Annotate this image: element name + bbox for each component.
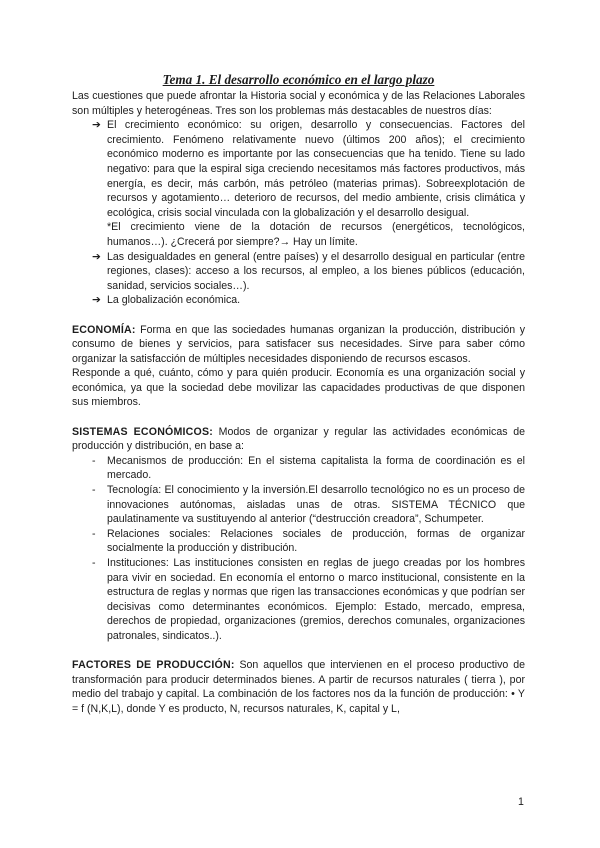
- document-page: [72, 72, 525, 717]
- section-spacer: [72, 644, 525, 659]
- dash-bullet: -: [92, 557, 96, 569]
- intro-paragraph: Las cuestiones que puede afrontar la Historia social y económica y de las Relaciones Laborales son múltiples y heterogéneas. Tres son los problemas más destacables de nuestros días:: [72, 90, 525, 117]
- section-spacer: [72, 410, 525, 425]
- problems-list: [72, 118, 525, 308]
- list-item: [72, 483, 525, 527]
- economia-paragraph-2: Responde a qué, cuánto, cómo y para quién producir. Economía es una organización social y económica, ya que la sociedad debe movilizar las capacidades productivas de que disponen sus miembros.: [72, 367, 525, 409]
- economia-heading: ECONOMÍA:: [72, 323, 136, 336]
- sistemas-item-text: Tecnología: El conocimiento y la inversión.El desarrollo tecnológico no es un proceso de innovaciones autónomas, aisladas unas de otras. SISTEMA TÉCNICO que paulatinamente va sustituyendo al anterior (“destrucción creadora”, Schumpeter.: [107, 484, 525, 526]
- document-title: Tema 1. El desarrollo económico en el largo plazo: [162, 72, 435, 87]
- economia-definition: [72, 323, 525, 367]
- list-item: [72, 250, 525, 294]
- arrow-bullet-icon: ➔: [92, 250, 101, 263]
- sistemas-heading: SISTEMAS ECONÓMICOS:: [72, 425, 213, 438]
- sistemas-item-text: Mecanismos de producción: En el sistema capitalista la forma de coordinación es el mercado.: [107, 454, 525, 482]
- sistemas-list: [72, 454, 525, 644]
- arrow-bullet-icon: ➔: [92, 294, 101, 307]
- list-item: [72, 293, 525, 308]
- dash-bullet: -: [92, 484, 96, 497]
- factores-heading: FACTORES DE PRODUCCIÓN:: [72, 659, 235, 672]
- list-item: [72, 454, 525, 483]
- page-number: 1: [518, 796, 524, 808]
- problem-note: *El crecimiento viene de la dotación de recursos (energéticos, tecnológicos, humanos…). ¿Crecerá por siempre?→ Hay un límite.: [107, 221, 525, 248]
- sistemas-item-text: Instituciones: Las instituciones consisten en reglas de juego creadas por los hombres para vivir en sociedad. En economía el entorno o marco institucional, consistente en la estructura de reglas y normas que rigen las transacciones económicas y que podrían ser decisivas como determinantes económicos. Ejemplo: Estado, mercado, empresa, derechos de propiedad, organizaciones (gremios, derechos comunales, organizaciones patronales, sindicatos..).: [107, 557, 525, 642]
- problem-text: El crecimiento económico: su origen, desarrollo y consecuencias. Factores del crecimiento. Fenómeno relativamente nuevo (últimos 200 años); el crecimiento económico moderno es importante por las consecuencias que ha tenido. Tiene su lado negativo: para que la espiral siga creciendo necesitamos más factores productivos, más energía, es decir, más carbón, más petróleo (materias primas). Sobreexplotación de recursos y agotamiento… deterioro de recursos, del medio ambiente, crisis climática y ecológica, crisis social vinculada con la globalización y el desarrollo desigual.: [107, 119, 525, 219]
- sistemas-item-text: Relaciones sociales: Relaciones sociales de producción, formas de organizar socialmente la producción y distribución.: [107, 527, 525, 555]
- list-item: [72, 118, 525, 249]
- dash-bullet: -: [92, 527, 96, 540]
- economia-text: Forma en que las sociedades humanas organizan la producción, distribución y consumo de bienes y servicios, para satisfacer sus necesidades. Sirve para saber cómo organizar la satisfacción de múltiples necesidades disponiendo de recursos escasos.: [72, 323, 525, 365]
- problem-text: Las desigualdades en general (entre países) y el desarrollo desigual en particular (entre regiones, clases): acceso a los recursos, al empleo, a los bienes públicos (educación, sanidad, servicios sociales…).: [107, 250, 525, 292]
- list-item: [72, 556, 525, 644]
- factores-text: Son aquellos que intervienen en el proceso productivo de transformación para producir determinados bienes. A partir de recursos naturales ( tierra ), por medio del trabajo y capital. La combinación de los factores nos da la función de producción: • Y = f (N,K,L), donde Y es producto, N, recursos naturales, K, capital y L,: [72, 659, 525, 715]
- dash-bullet: -: [92, 454, 96, 467]
- section-spacer: [72, 308, 525, 323]
- arrow-bullet-icon: ➔: [92, 119, 101, 132]
- sistemas-definition: [72, 425, 525, 454]
- sistemas-text: Modos de organizar y regular las actividades económicas de producción y distribución, en base a:: [72, 425, 525, 453]
- problem-text: La globalización económica.: [107, 294, 241, 307]
- factores-definition: [72, 658, 525, 716]
- list-item: [72, 527, 525, 556]
